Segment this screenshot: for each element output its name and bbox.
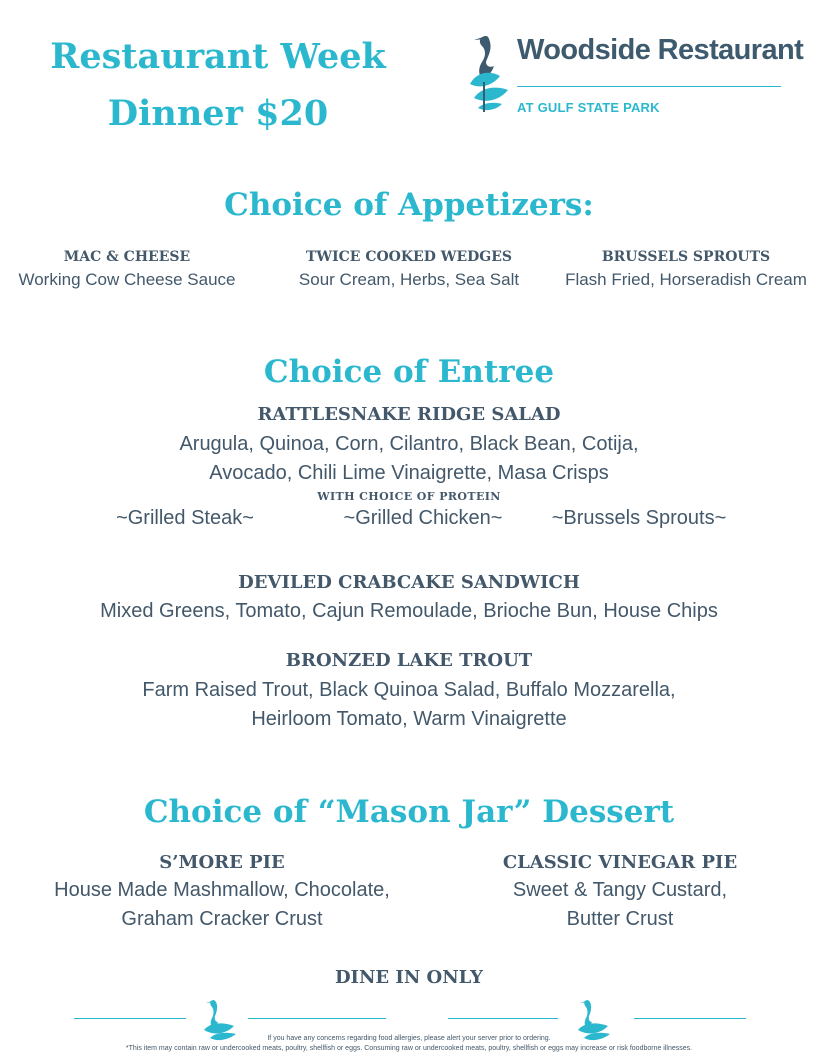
restaurant-week-title bbox=[18, 28, 418, 142]
footer-divider bbox=[74, 1018, 186, 1019]
dessert-name: CLASSIC VINEGAR PIE bbox=[502, 852, 738, 873]
salad-name: RATTLESNAKE RIDGE SALAD bbox=[257, 404, 561, 425]
salad-desc-line-2: Avocado, Chili Lime Vinaigrette, Masa Crisps bbox=[209, 462, 609, 484]
dessert-desc-line-2: Graham Cracker Crust bbox=[121, 908, 323, 930]
dessert-item bbox=[22, 850, 422, 934]
title-line-1: Restaurant Week bbox=[50, 36, 386, 77]
dessert-item bbox=[420, 850, 818, 934]
appetizer-item bbox=[0, 246, 262, 292]
appetizer-desc: Sour Cream, Herbs, Sea Salt bbox=[298, 270, 520, 289]
woodside-logo bbox=[462, 30, 804, 120]
appetizer-name: TWICE COOKED WEDGES bbox=[305, 249, 513, 265]
salad-desc-line-1: Arugula, Quinoa, Corn, Cilantro, Black Bean, Cotija, bbox=[179, 433, 639, 455]
appetizer-desc: Flash Fried, Horseradish Cream bbox=[565, 270, 807, 289]
appetizer-item bbox=[274, 246, 544, 292]
appetizer-name: MAC & CHEESE bbox=[63, 249, 191, 265]
trout-desc-line-2: Heirloom Tomato, Warm Vinaigrette bbox=[251, 708, 567, 730]
raw-food-notice: *This item may contain raw or undercooked meats, poultry, shellfish or eggs. Consuming raw or undercooked meats, poultry, shellfish or eggs may increase or risk foodborne illnesses. bbox=[125, 1045, 693, 1052]
trout-desc-line-1: Farm Raised Trout, Black Quinoa Salad, Buffalo Mozzarella, bbox=[142, 679, 676, 701]
appetizer-name: BRUSSELS SPROUTS bbox=[601, 249, 771, 265]
appetizer-item bbox=[551, 246, 818, 292]
appetizer-desc: Working Cow Cheese Sauce bbox=[18, 270, 236, 289]
dine-in-only: DINE IN ONLY bbox=[334, 967, 484, 988]
logo-subtitle: AT GULF STATE PARK bbox=[517, 100, 660, 115]
entree-title: Choice of Entree bbox=[263, 354, 555, 390]
dessert-desc-line-1: House Made Mashmallow, Chocolate, bbox=[54, 879, 390, 901]
protein-heading: WITH CHOICE OF PROTEIN bbox=[317, 490, 501, 503]
dessert-title: Choice of “Mason Jar” Dessert bbox=[143, 794, 675, 830]
appetizers-title: Choice of Appetizers: bbox=[224, 187, 594, 223]
footer-divider bbox=[448, 1018, 558, 1019]
footer-divider bbox=[634, 1018, 746, 1019]
crabcake-name: DEVILED CRABCAKE SANDWICH bbox=[238, 572, 580, 593]
logo-divider bbox=[517, 86, 781, 87]
title-line-2: Dinner $20 bbox=[107, 93, 329, 134]
heron-leaf-icon bbox=[464, 32, 514, 114]
trout-name: BRONZED LAKE TROUT bbox=[285, 650, 533, 671]
logo-name: Woodside Restaurant bbox=[517, 34, 804, 66]
protein-option: ~Brussels Sprouts~ bbox=[551, 507, 727, 529]
dessert-desc-line-1: Sweet & Tangy Custard, bbox=[512, 879, 728, 901]
footer-divider bbox=[248, 1018, 386, 1019]
dessert-desc-line-2: Butter Crust bbox=[566, 908, 674, 930]
crabcake-desc: Mixed Greens, Tomato, Cajun Remoulade, Brioche Bun, House Chips bbox=[100, 600, 718, 622]
protein-option: ~Grilled Chicken~ bbox=[343, 507, 503, 529]
protein-option: ~Grilled Steak~ bbox=[116, 507, 254, 529]
allergy-notice: If you have any concerns regarding food allergies, please alert your server prior to ordering. bbox=[267, 1035, 551, 1042]
dessert-name: S’MORE PIE bbox=[159, 852, 285, 873]
